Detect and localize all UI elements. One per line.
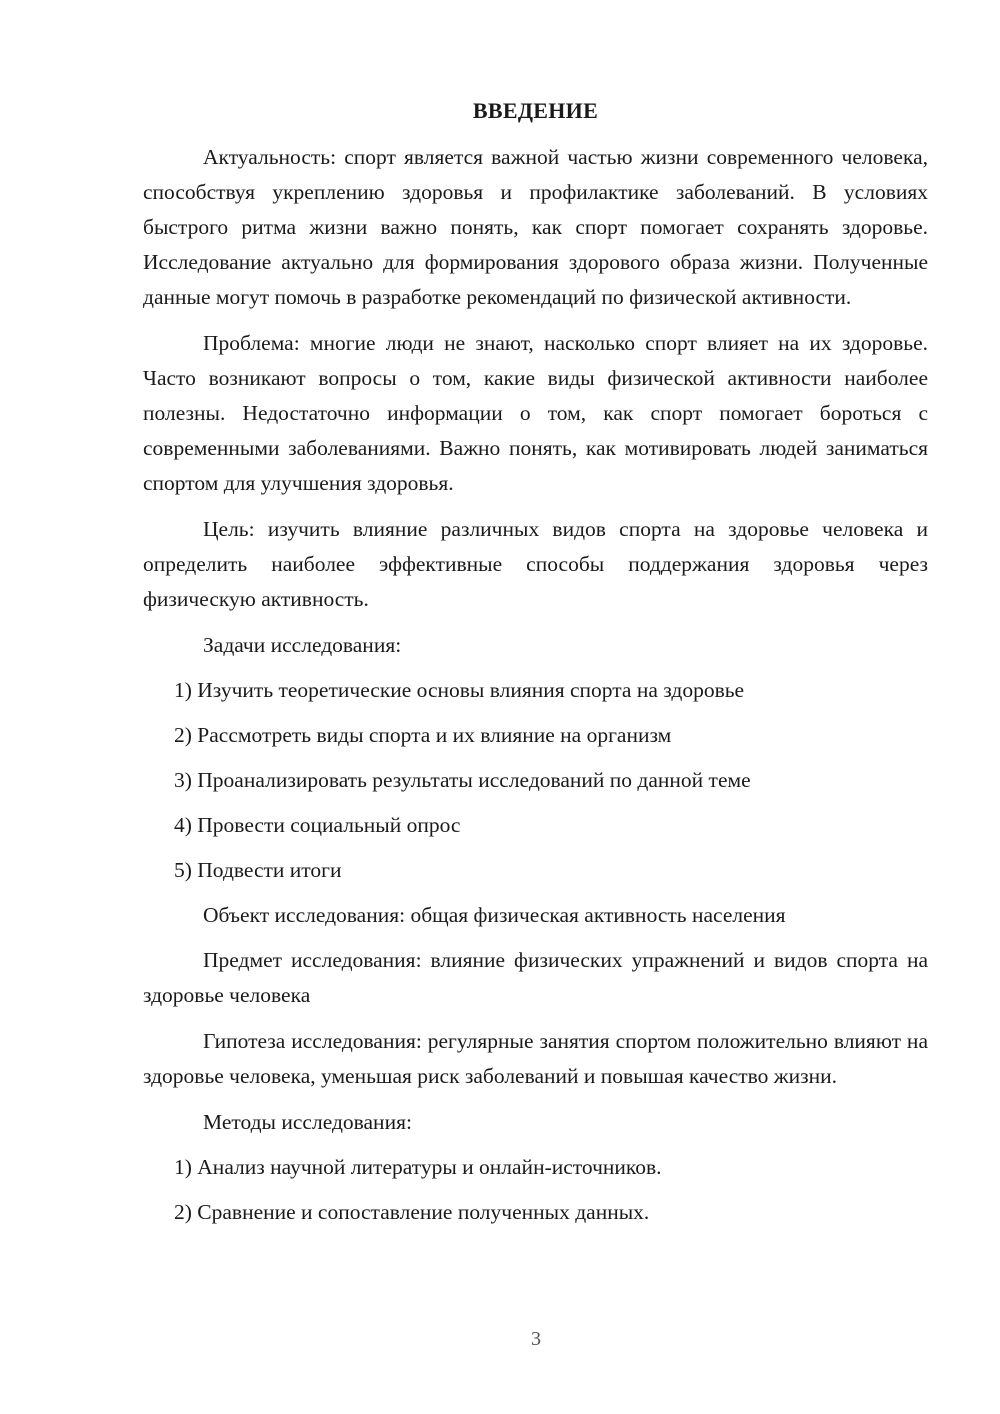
- task-item: 1) Изучить теоретические основы влияния спорта на здоровье: [174, 678, 745, 702]
- methods-title: Методы исследования:: [203, 1110, 412, 1134]
- goal-paragraph: Цель: изучить влияние различных видов спорта на здоровье человека и определить наиболее эффективные способы поддержания здоровья через физическую активность.: [143, 517, 928, 611]
- method-item: 2) Сравнение и сопоставление полученных данных.: [174, 1200, 650, 1224]
- subject-paragraph: Предмет исследования: влияние физических упражнений и видов спорта на здоровье человека: [143, 948, 928, 1007]
- problem-paragraph: Проблема: многие люди не знают, насколько спорт влияет на их здоровье. Часто возникают вопросы о том, какие виды физической активности наиболее полезны. Недостаточно информации о том, как спорт помогает бороться с современными заболеваниями. Важно понять, как мотивировать людей заниматься спортом для улучшения здоровья.: [143, 331, 928, 495]
- page-title: ВВЕДЕНИЕ: [472, 98, 599, 123]
- method-item: 1) Анализ научной литературы и онлайн-источников.: [174, 1155, 662, 1179]
- task-item: 2) Рассмотреть виды спорта и их влияние на организм: [174, 723, 672, 747]
- hypothesis-paragraph: Гипотеза исследования: регулярные занятия спортом положительно влияют на здоровье человека, уменьшая риск заболеваний и повышая качество жизни.: [143, 1029, 928, 1088]
- task-item: 5) Подвести итоги: [174, 858, 342, 882]
- object-line: Объект исследования: общая физическая активность населения: [203, 903, 786, 927]
- task-item: 4) Провести социальный опрос: [174, 813, 461, 837]
- page-number: 3: [531, 1328, 541, 1350]
- relevance-paragraph: Актуальность: спорт является важной частью жизни современного человека, способствуя укреплению здоровья и профилактике заболеваний. В условиях быстрого ритма жизни важно понять, как спорт помогает сохранять здоровье. Исследование актуально для формирования здорового образа жизни. Полученные данные могут помочь в разработке рекомендаций по физической активности.: [143, 145, 928, 309]
- page-content: [143, 96, 928, 1240]
- task-item: 3) Проанализировать результаты исследований по данной теме: [174, 768, 751, 792]
- tasks-title: Задачи исследования:: [203, 633, 402, 657]
